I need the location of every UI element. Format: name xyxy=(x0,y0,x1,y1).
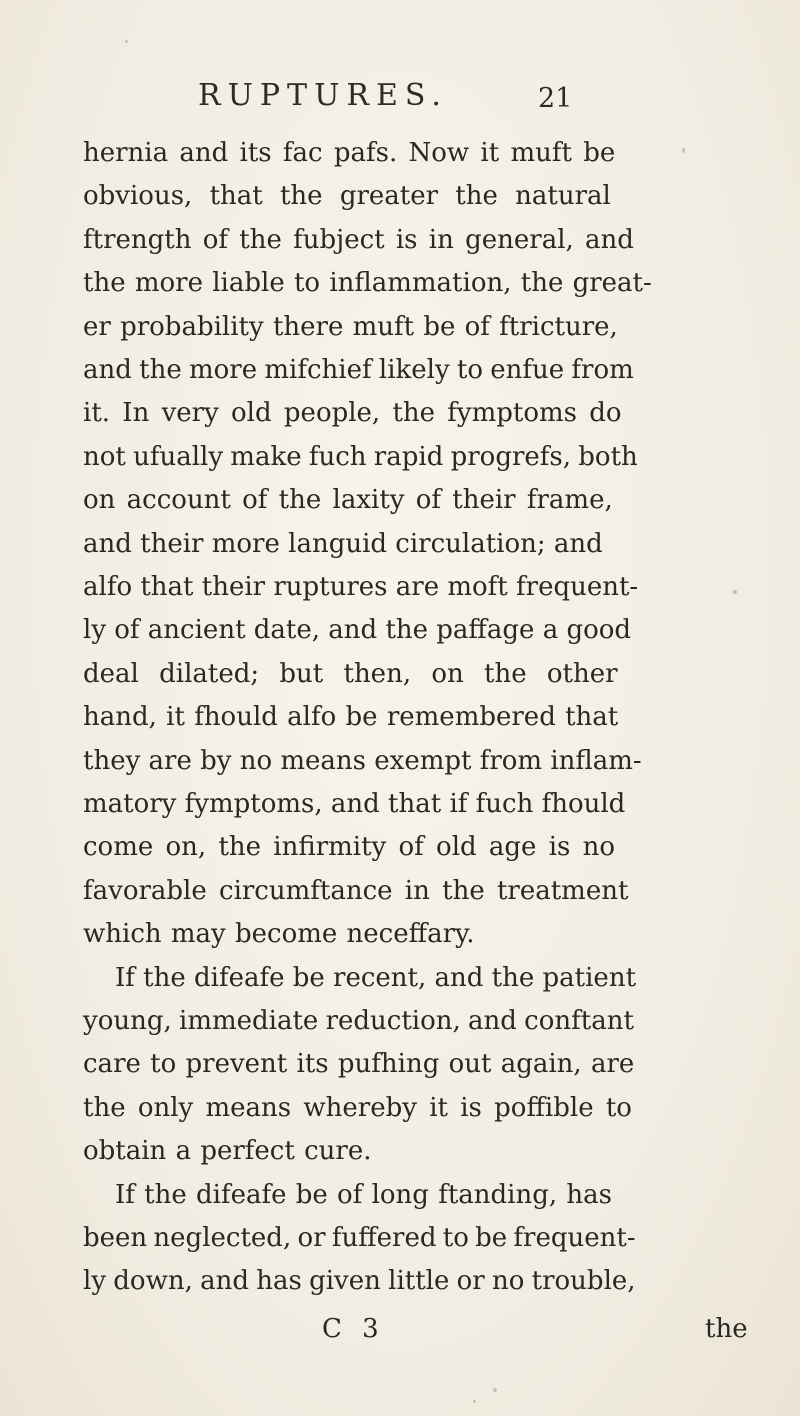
text-line: on account of the laxity of their frame, xyxy=(83,485,613,516)
text-line: alfo that their ruptures are moft frequent- xyxy=(83,572,639,602)
text-line: which may become neceffary. xyxy=(83,919,475,950)
text-line: and their more languid circulation; and xyxy=(83,528,603,559)
text-line: obvious, that the greater the natural xyxy=(83,181,611,212)
running-head: RUPTURES. xyxy=(198,78,448,113)
text-line: If the difeafe be of long ftanding, has xyxy=(115,1179,612,1210)
text-line: it. In very old people, the fymptoms do xyxy=(83,398,622,429)
text-line: they are by no means exempt from inflam- xyxy=(83,745,642,776)
text-line: come on, the infirmity of old age is no xyxy=(83,832,616,863)
text-line: and the more mifchief likely to enfue from xyxy=(83,355,634,385)
page-number: 21 xyxy=(538,83,573,114)
text-line: been neglected, or fuffered to be frequent- xyxy=(83,1223,636,1253)
text-line: matory fymptoms, and that if fuch fhould xyxy=(83,789,626,819)
text-line: young, immediate reduction, and conftant xyxy=(83,1006,634,1036)
text-line: ftrength of the fubject is in general, and xyxy=(83,224,634,255)
text-line: not ufually make fuch rapid progrefs, both xyxy=(83,441,638,472)
text-line: obtain a perfect cure. xyxy=(83,1136,372,1167)
signature-mark: C 3 xyxy=(322,1314,385,1344)
page-footer xyxy=(0,1314,800,1354)
text-line: ly of ancient date, and the paffage a good xyxy=(83,615,632,646)
text-line: deal dilated; but then, on the other xyxy=(83,658,618,689)
text-line: er probability there muft be of ftricture, xyxy=(83,311,618,342)
text-line: If the difeafe be recent, and the patient xyxy=(115,962,637,993)
text-line: hernia and its fac pafs. Now it muft be xyxy=(83,138,616,168)
text-line: favorable circumftance in the treatment xyxy=(83,875,629,906)
text-line: the more liable to inflammation, the great- xyxy=(83,268,652,299)
text-line: ly down, and has given little or no trouble, xyxy=(83,1266,636,1297)
text-line: care to prevent its pufhing out again, are xyxy=(83,1049,635,1080)
catchword: the xyxy=(705,1314,748,1344)
text-line: hand, it fhould alfo be remembered that xyxy=(83,702,619,733)
text-line: the only means whereby it is poffible to xyxy=(83,1092,632,1123)
